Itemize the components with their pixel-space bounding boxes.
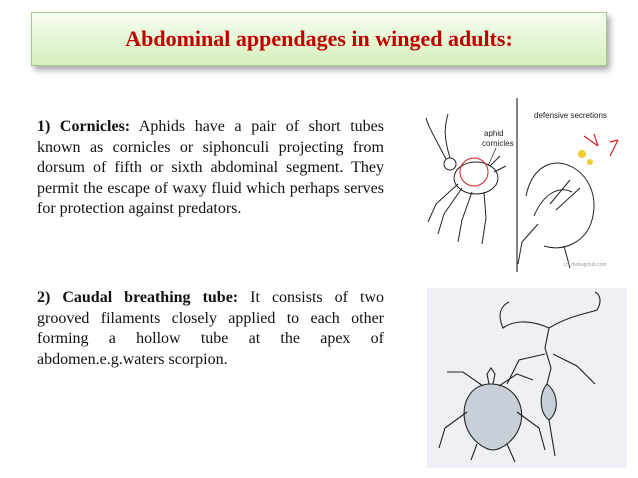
heading-cornicles: 1) Cornicles:	[37, 118, 131, 135]
water-scorpion-figure	[427, 288, 627, 468]
secretion-droplet-icon	[587, 159, 593, 165]
aphid-cornicles-figure	[414, 96, 626, 274]
secretion-droplet-icon	[578, 150, 586, 158]
cornicle-closeup	[518, 163, 594, 268]
label-aphid: aphid	[484, 129, 504, 138]
label-defensive-secretions: defensive secretions	[534, 111, 607, 120]
title-banner	[31, 12, 607, 66]
paragraph-caudal-tube	[37, 288, 384, 370]
label-cornicles: cornicles	[482, 139, 514, 148]
paragraph-cornicles	[37, 117, 384, 220]
heading-caudal-tube: 2) Caudal breathing tube:	[37, 289, 239, 306]
body-cornicles: Aphids have a pair of short tubes known as cornicles or siphonculi projecting from dorsum of fifth or sixth abdominal segment. They permit the escape of waxy fluid which perhaps serves for protection against predators.	[37, 118, 385, 217]
figure-watermark: (c) thebugclub.com	[564, 262, 607, 268]
slide-title: Abdominal appendages in winged adults:	[125, 26, 513, 51]
red-arrow-icon	[610, 140, 618, 156]
body-caudal-tube: It consists of two grooved filaments closely applied to each other forming a hollow tube at the apex of abdomen.e.g.waters scorpion.	[37, 289, 385, 368]
red-arrow-icon	[584, 134, 598, 146]
